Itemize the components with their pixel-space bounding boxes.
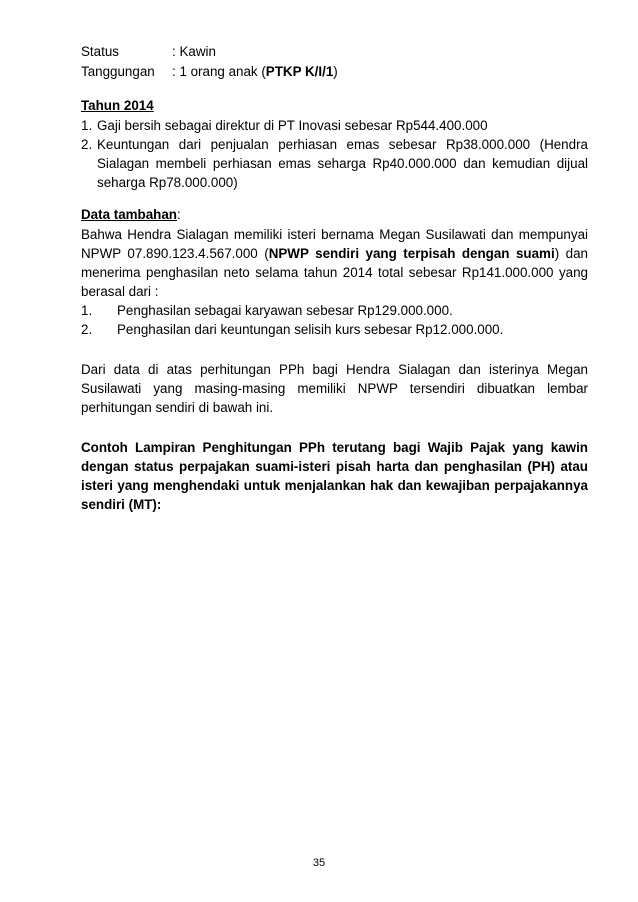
penghasilan-item-number: 2. (81, 322, 93, 337)
status-row (81, 42, 588, 62)
npwp-note: NPWP sendiri yang terpisah dengan suami (268, 246, 555, 261)
tanggungan-suffix: ) (333, 64, 338, 79)
document-page (81, 42, 588, 514)
tahun-item-number: 2. (81, 137, 93, 152)
tanggungan-value (172, 62, 338, 82)
penghasilan-item-text: Penghasilan sebagai karyawan sebesar Rp129.000.000. (117, 303, 453, 318)
contoh-lampiran-heading: Contoh Lampiran Penghitungan PPh terutang bagi Wajib Pajak yang kawin dengan status perpajakan suami-isteri pisah harta dan penghasilan (PH) atau isteri yang menghendaki untuk menjalankan hak dan kewajiban perpajakannya sendiri (MT): (81, 440, 588, 512)
ptkp-code: PTKP K/I/1 (265, 64, 334, 79)
tanggungan-row (81, 62, 588, 82)
tanggungan-prefix: : 1 orang anak ( (172, 64, 266, 79)
data-tambahan-heading-text: Data tambahan (81, 207, 177, 222)
page-number: 35 (312, 857, 326, 869)
status-label: Status (81, 44, 119, 59)
tahun-heading (81, 96, 588, 116)
penghasilan-item-text: Penghasilan dari keuntungan selisih kurs sebesar Rp12.000.000. (117, 322, 504, 337)
perhitungan-paragraph: Dari data di atas perhitungan PPh bagi Hendra Sialagan dan isterinya Megan Susilawati yang masing-masing memiliki NPWP tersendiri dibuatkan lembar perhitungan sendiri di bawah ini. (81, 362, 588, 415)
penghasilan-item (81, 301, 588, 320)
tahun-item-text: Keuntungan dari penjualan perhiasan emas sebesar Rp38.000.000 (Hendra Sialagan membeli perhiasan emas seharga Rp40.000.000 dan kemudian dijual seharga Rp78.000.000) (97, 137, 588, 190)
status-value: : Kawin (172, 44, 216, 59)
tahun-item (81, 135, 588, 192)
data-tambahan-paragraph (81, 225, 588, 301)
tanggungan-label: Tanggungan (81, 64, 155, 79)
data-tambahan-heading-colon: : (177, 207, 181, 222)
penghasilan-item (81, 320, 588, 339)
data-tambahan-text-1: Bahwa Hendra Sialagan memiliki isteri bernama Megan Susilawati dan mempunyai NPWP 07.890.123.4.567.000 ( (81, 227, 588, 261)
penghasilan-item-number: 1. (81, 303, 93, 318)
tahun-item-number: 1. (81, 118, 93, 133)
tahun-heading-text: Tahun 2014 (81, 98, 154, 113)
tahun-item (81, 116, 588, 135)
tahun-item-text: Gaji bersih sebagai direktur di PT Inovasi sebesar Rp544.400.000 (97, 118, 488, 133)
data-tambahan-heading (81, 205, 588, 225)
data-tambahan-text-2: ) dan menerima penghasilan neto selama tahun 2014 total sebesar Rp141.000.000 yang berasal dari : (81, 246, 588, 299)
